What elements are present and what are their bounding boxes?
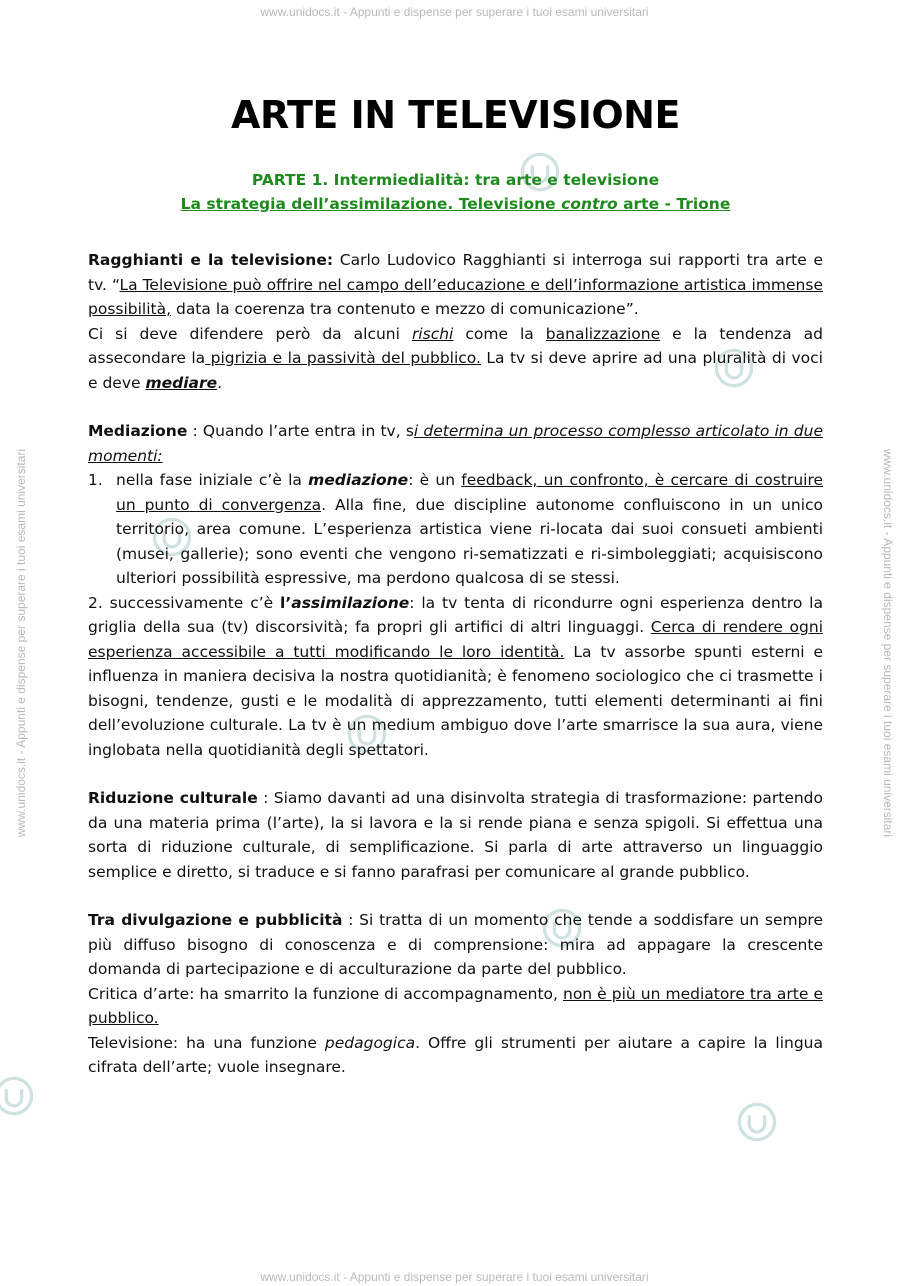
text: . Offre gli strumenti per aiutare a capire la lingua cifrata dell’arte; vuole insegnare. [88, 1033, 823, 1076]
moments-list [88, 468, 823, 591]
text: Carlo Ludovico Ragghianti si interroga sui rapporti tra arte e tv. “ [88, 251, 823, 294]
section-subtitle-a: La strategia dell’assimilazione. Televisione [180, 195, 562, 213]
text: La tv si deve aprire ad una pluralità di voci e deve [88, 349, 823, 392]
paragraph-riduzione [88, 786, 823, 884]
text: come la [453, 324, 546, 343]
watermark-right: www.unidocs.it - Appunti e dispense per superare i tuoi esami universitari [881, 448, 895, 838]
text: Ci si deve difendere però da alcuni [88, 324, 412, 343]
text: : è un [408, 471, 462, 489]
text: nella fase iniziale c’è la [116, 471, 309, 489]
italic-text: rischi [411, 324, 454, 343]
section-subtitle-c: arte - Trione [617, 195, 731, 213]
watermark-top: www.unidocs.it - Appunti e dispense per superare i tuoi esami universitari [260, 5, 649, 19]
watermark-bottom: www.unidocs.it - Appunti e dispense per superare i tuoi esami universitari [260, 1270, 649, 1284]
list-number: 1. [88, 471, 103, 489]
document-title: ARTE IN TELEVISIONE [231, 93, 680, 137]
heading-divulgazione: Tra divulgazione e pubblicità [88, 911, 343, 929]
text: Televisione: ha una funzione [88, 1033, 325, 1052]
text: : la tv tenta di ricondurre ogni esperienza dentro la griglia della sua (tv) discorsività; fa propri gli artifici di altri linguaggi. [88, 593, 823, 636]
paragraph-mediazione [88, 419, 823, 468]
section-subtitle [88, 192, 823, 216]
italic-text: pedagogica [324, 1033, 416, 1052]
section-subtitle-b: contro [561, 195, 618, 213]
unidocs-logo-icon [0, 1074, 36, 1118]
text: Critica d’arte: ha smarrito la funzione di accompagnamento, [88, 984, 563, 1003]
underlined-text: pigrizia e la passività del pubblico. [205, 349, 481, 367]
bold-text: l’ [280, 593, 292, 612]
text: 2. successivamente c’è [88, 593, 281, 612]
underlined-text: banalizzazione [545, 324, 661, 343]
text: data la coerenza tra contenuto e mezzo di comunicazione”. [171, 300, 639, 318]
text: e la tendenza ad assecondare la [88, 324, 824, 367]
bold-italic-text: assimilazione [291, 593, 410, 612]
italic-underlined-text: i determina un processo complesso articolato in due momenti: [88, 422, 823, 465]
heading-mediazione: Mediazione [88, 422, 188, 440]
unidocs-logo-icon [735, 1100, 779, 1144]
list-item [88, 468, 823, 591]
paragraph-divulgazione [88, 908, 823, 982]
list-item-2 [88, 591, 823, 763]
underlined-text: non è più un mediatore tra arte e pubblico. [88, 984, 823, 1027]
paragraph-critica [88, 982, 823, 1031]
bold-italic-text: mediazione [308, 471, 409, 489]
text: : Siamo davanti ad una disinvolta strategia di trasformazione: partendo da una materia prima (l’arte), la si lavora e la si rende piana e senza spigoli. Si effettua una sorta di riduzione culturale, di semplificazione. Si parla di arte attraverso un linguaggio semplice e diretto, si traduce e si fanno parafrasi per comunicare al grande pubblico. [88, 789, 824, 881]
paragraph-televisione [88, 1031, 823, 1080]
text: . Alla fine, due discipline autonome confluiscono in un unico territorio, area comune. L’esperienza artistica viene ri-locata dai suoi consueti ambienti (musei, gallerie); sono eventi che vengono ri-sematizzati e ri-simboleggiati; acquisiscono ulteriori possibilità espressive, ma perdono qualcosa di se stessi. [116, 495, 824, 587]
document-page [88, 92, 823, 1080]
text: : Quando l’arte entra in tv, s [187, 422, 414, 440]
heading-ragghianti: Ragghianti e la televisione: [88, 251, 334, 269]
bold-italic-text: mediare [145, 373, 218, 392]
text: . [217, 373, 223, 392]
watermark-left: www.unidocs.it - Appunti e dispense per superare i tuoi esami universitari [14, 448, 28, 838]
underlined-text: Cerca di rendere ogni esperienza accessibile a tutti modificando le loro identità. [88, 618, 823, 661]
text: : Si tratta di un momento che tende a soddisfare un sempre più diffuso bisogno di conoscenza e di comprensione: mira ad appagare la crescente domanda di partecipazione e di acculturazione da parte del pubblico. [88, 911, 823, 978]
part-subtitle: PARTE 1. Intermiedialità: tra arte e televisione [251, 171, 660, 189]
paragraph-ragghianti [88, 248, 823, 322]
underlined-text: feedback, un confronto, è cercare di costruire un punto di convergenza [116, 471, 824, 514]
underlined-text: La Televisione può offrire nel campo dell’educazione e dell’informazione artistica immense possibilità, [88, 275, 823, 318]
paragraph-rischi [88, 322, 823, 396]
heading-riduzione: Riduzione culturale [88, 789, 258, 807]
text: La tv assorbe spunti esterni e influenza in maniera decisiva la nostra quotidianità; è fenomeno sociologico che ci trasmette i bisogni, tendenze, gusti e le modalità di apprezzamento, tutti elementi determinanti ai fini dell’evoluzione culturale. La tv è un medium ambiguo dove l’arte smarrisce la sua aura, viene inglobata nella quotidianità degli spettatori. [88, 642, 824, 759]
